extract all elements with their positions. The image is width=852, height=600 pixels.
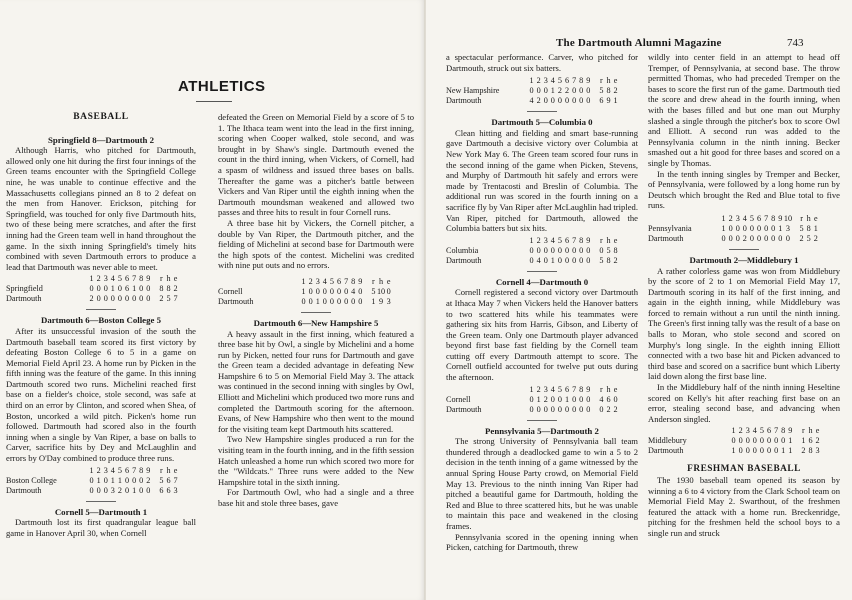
- cornell1-paragraph-cont: defeated the Green on Memorial Field by a score of 5 to 1. The Ithaca team went into the lead in the first inning, scoring when Cooper walked, stole second, and was brought in by Shaw's single. Dartmouth evened the count in the third inning, when Vickers, of Cornell, had a spasm of wildness and issued three bases on balls. Thereafter the game was a pitcher's battle between Vickers and Van Riper until the eighth inning when the Dartmouth moundsman weakened and allowed two passes and three hits to result in four Cornell runs.: [218, 112, 414, 218]
- score-row: Pennsylvania 1 0 0 0 0 0 0 0 1 3 5 8 1: [648, 223, 818, 233]
- score-row: Dartmouth 0 0 0 3 2 0 1 0 0 6 6 3: [6, 485, 178, 495]
- score-row: Middlebury 0 0 0 0 0 0 0 0 1 1 6 2: [648, 436, 820, 446]
- title-rule: [196, 101, 232, 102]
- penn-paragraph: The strong University of Pennsylvania ball team thundered through a deadlocked game to win a 5 to 2 decision in the tenth inning of a game witnessed by the annual Spring House Party crowd, on Memorial Field May 13. Previous to the ninth inning Van Riper had pitched a beautiful game for Dartmouth, holding the Red and Blue to three scattered hits, but he was unable to maintain this pace and weakened in the closing frames.: [446, 436, 638, 531]
- score-row: Boston College 0 1 0 1 1 0 0 0 2 5 6 7: [6, 475, 178, 485]
- score-row: Cornell 1 0 0 0 0 0 0 4 0 5 10 0: [218, 286, 391, 296]
- page-number: 743: [787, 37, 804, 49]
- columbia-heading: Dartmouth 5—Columbia 0: [491, 117, 593, 128]
- innings-header-row: 1 2 3 4 5 6 7 8 9 r h e: [89, 465, 178, 475]
- score-row: Dartmouth 4 2 0 0 0 0 0 0 0 6 9 1: [446, 96, 618, 106]
- score-row: Springfield 0 0 0 1 0 6 1 0 0 8 8 2: [6, 284, 178, 294]
- cornell2-box-score: [446, 385, 619, 415]
- score-row: Dartmouth 0 0 0 2 0 0 0 0 0 0 2 5 2: [648, 233, 818, 243]
- divider: [527, 111, 557, 112]
- divider: [527, 420, 557, 421]
- innings-header-row: 1 2 3 4 5 6 7 8 9 r h e: [529, 76, 618, 86]
- innings-header-row: 1 2 3 4 5 6 7 8 9 r h e: [529, 235, 618, 245]
- section-title: ATHLETICS: [178, 78, 266, 95]
- score-row: New Hampshire 0 0 0 1 2 2 0 0 0 5 8 2: [446, 86, 618, 96]
- penn-heading: Pennsylvania 5—Dartmouth 2: [485, 425, 599, 436]
- score-row: Dartmouth 0 0 1 0 0 0 0 0 0 1 9 3: [218, 296, 391, 306]
- boston-box-score: [6, 466, 179, 496]
- middlebury-heading: Dartmouth 2—Middlebury 1: [689, 254, 799, 265]
- right-column-2: [648, 52, 840, 539]
- divider: [729, 249, 759, 250]
- score-row: Dartmouth 1 0 0 0 0 0 0 1 1 2 8 3: [648, 446, 820, 456]
- newhampshire-heading: Dartmouth 6—New Hampshire 5: [253, 317, 379, 328]
- score-row: Cornell 0 1 2 0 0 1 0 0 0 4 6 0: [446, 394, 618, 404]
- left-column-1: [6, 112, 196, 538]
- cornell1-paragraph-start: Dartmouth lost its first quadrangular league ball game in Hanover April 30, when Cornell: [6, 517, 196, 538]
- innings-header-row: 1 2 3 4 5 6 7 8 9 r h e: [731, 426, 820, 436]
- columbia-box-score: [446, 236, 619, 266]
- penn-box-score: [648, 214, 819, 244]
- cornell1-paragraph2: A three base hit by Vickers, the Cornell pitcher, a double by Van Riper, the Dartmouth pitcher, and the fielding of Michelini at second base for Dartmouth were the high spots of the contest. Michelini was credited with nine put outs and no errors.: [218, 217, 414, 271]
- cornell1-box-score: [218, 277, 392, 307]
- right-column-1: [446, 52, 638, 553]
- innings-header-row: 1 2 3 4 5 6 7 8 9 10 r h e: [721, 213, 818, 223]
- running-head: The Dartmouth Alumni Magazine: [556, 37, 722, 49]
- penn-paragraph3: In the tenth inning singles by Tremper and Becker, of Pennsylvania, were followed by a long home run by Deutsch which brought the Red and Blue total to five runs.: [648, 168, 840, 211]
- score-row: Columbia 0 0 0 0 0 0 0 0 0 0 5 8: [446, 245, 618, 255]
- divider: [86, 309, 116, 310]
- divider: [527, 271, 557, 272]
- cornell1-heading: Cornell 5—Dartmouth 1: [54, 506, 148, 517]
- middlebury-paragraph2: In the Middlebury half of the ninth inning Heseltine scored on Kelly's hit after reaching first base on an error, stealing second base, and advancing when Anderson singled.: [648, 382, 840, 424]
- middlebury-paragraph: A rather colorless game was won from Middlebury by the score of 2 to 1 on Memorial Field May 17, Dartmouth scoring in its half of the first inning, and again in the eighth inning, while Middlebury was forced to remain without a run until the ninth inning. The Green's first inning tally was the result of a base on balls to Moran, who stole second and scored on Murphy's long single. In the eighth inning Elliott connected with a two base hit and Picken advanced to third base and scored on a sacrifice bunt which Liberty laid down along the first base line.: [648, 265, 840, 382]
- cornell2-paragraph: Cornell registered a second victory over Dartmouth at Ithaca May 7 when Vickers held the Hanover batters to two scattered hits while his teammates were gathering six hits from Harris, Gibson, and Liberty of the Green team. Only one Dartmouth player advanced beyond first base fast fielding by the Cornell team cutting off every Dartmouth attempt to score. The Cornell outfield accounted for twelve put outs during the afternoon.: [446, 287, 638, 383]
- boston-paragraph: After its unsuccessful invasion of the south the Dartmouth baseball team scored its first victory by defeating Boston College 6 to 5 in a game on Memorial Field April 23. A home run by Picken in the fifth inning was the feature of the game. In this inning Dartmouth scored two runs. Michelini reached first base on a fielder's choice, stole second, was safe at third on an error by Clinton, and scored when Shea, of Boston, uncorked a wild pitch. Picken's home run followed. Dartmouth had scored also in the fourth inning when a single by Van Riper, a base on balls to Carver, sacrifice hits by Dey and McLaughlin and errors by O'Day combined to produce three runs.: [6, 325, 196, 464]
- springfield-paragraph: Although Harris, who pitched for Dartmouth, allowed only one hit during the first four innings of the Green teams encounter with the Springfield College nine, he was unable to continue effective and the Massachusetts collegians pinned an 8 to 2 defeat on the men from Hanover. Erickson, pitching for Springfield, was touched for only five Dartmouth hits, two of these being mere scratches, and after the first inning had the Green team well in hand throughout the game. In the sixth inning Springfield's timely hits combined with seven Dartmouth errors to produce a lead that Dartmouth was never able to meet.: [6, 145, 196, 272]
- score-row: Dartmouth 0 4 0 1 0 0 0 0 0 5 8 2: [446, 255, 618, 265]
- freshman-paragraph: The 1930 baseball team opened its season by winning a 6 to 4 victory from the Clark School team on Memorial Field May 2. Swarthout, of the freshmen featured the attack with a home run. Breckenridge, pitching for the freshmen held the school boys to a single run and struck: [648, 475, 840, 538]
- score-row: Dartmouth 0 0 0 0 0 0 0 0 0 0 2 2: [446, 404, 618, 414]
- springfield-box-score: [6, 274, 179, 304]
- middlebury-box-score: [648, 426, 821, 456]
- divider: [301, 312, 331, 313]
- penn-paragraph2-cont: wildly into center field in an attempt to head off Tremper, of Pennsylvania, at second base. The throw permitted Thomas, who had preceded Tremper on the bases to score the first run of the game. Dartmouth tied the score and drew ahead in the fourth inning, when with the bases filled and but one man out Murphy slashed a single through the pitcher's box to score Owl and Elliott. A second run was added to the Pennsylvania column in the ninth inning. Becker smashed out a hit good for three bases and scored on a single by Thomas.: [648, 52, 840, 168]
- cornell2-heading: Cornell 4—Dartmouth 0: [495, 276, 589, 287]
- springfield-heading: Springfield 8—Dartmouth 2: [47, 134, 155, 145]
- baseball-heading: BASEBALL: [73, 112, 129, 122]
- columbia-paragraph: Clean hitting and fielding and smart base-running gave Dartmouth a decisive victory over Columbia at New York May 6. The Green team scored four runs in the second inning of the game when Picken, Stevens, and Murphy of Dartmouth hit safely and errors were made by Trentacosti and Breslin of Columbia. The additional run was scored in the fourth inning on a sacrifice fly by Van Riper after McLaughlin had tripled. Van Riper, pitched for Dartmouth, allowed the Columbia batters but six hits.: [446, 127, 638, 234]
- score-row: Dartmouth 2 0 0 0 0 0 0 0 0 2 5 7: [6, 294, 178, 304]
- innings-header-row: 1 2 3 4 5 6 7 8 9 r h e: [301, 276, 391, 286]
- newhampshire-paragraph2: Two New Hampshire singles produced a run for the visiting team in the fourth inning, and in the fifth session Hatch unleashed a home run which scored two more for the "Wildcats." Three runs were added to the New Hampshire total in the sixth inning.: [218, 434, 414, 487]
- left-column-2: [218, 112, 414, 509]
- newhampshire-paragraph: A heavy assault in the first inning, which featured a three base hit by Owl, a single by Michelini and a home run by Picken, netted four runs for Dartmouth and gave the Green team a decided advantage in defeating New Hampshire 6 to 5 on Memorial Field May 3. The attack was continued in the second inning with singles by Owl, Elliott and Michelini which produced two more runs and completed the Dartmouth scoring for the afternoon. Evans, of New Hampshire who then went to the mound for the visiting team kept Dartmouth hits scattered.: [218, 328, 414, 434]
- divider: [86, 501, 116, 502]
- freshman-heading: FRESHMAN BASEBALL: [687, 464, 801, 475]
- newhampshire-paragraph3-cont: a spectacular performance. Carver, who pitched for Dartmouth, struck out six batters.: [446, 52, 638, 73]
- newhampshire-box-score: [446, 76, 619, 106]
- newhampshire-paragraph3-start: For Dartmouth Owl, who had a single and a three base hit and stole three bases, gave: [218, 487, 414, 508]
- innings-header-row: 1 2 3 4 5 6 7 8 9 r h e: [529, 384, 618, 394]
- boston-heading: Dartmouth 6—Boston College 5: [41, 315, 161, 326]
- innings-header-row: 1 2 3 4 5 6 7 8 9 r h e: [89, 274, 178, 284]
- penn-paragraph2-start: Pennsylvania scored in the opening inning when Picken, catching for Dartmouth, threw: [446, 531, 638, 553]
